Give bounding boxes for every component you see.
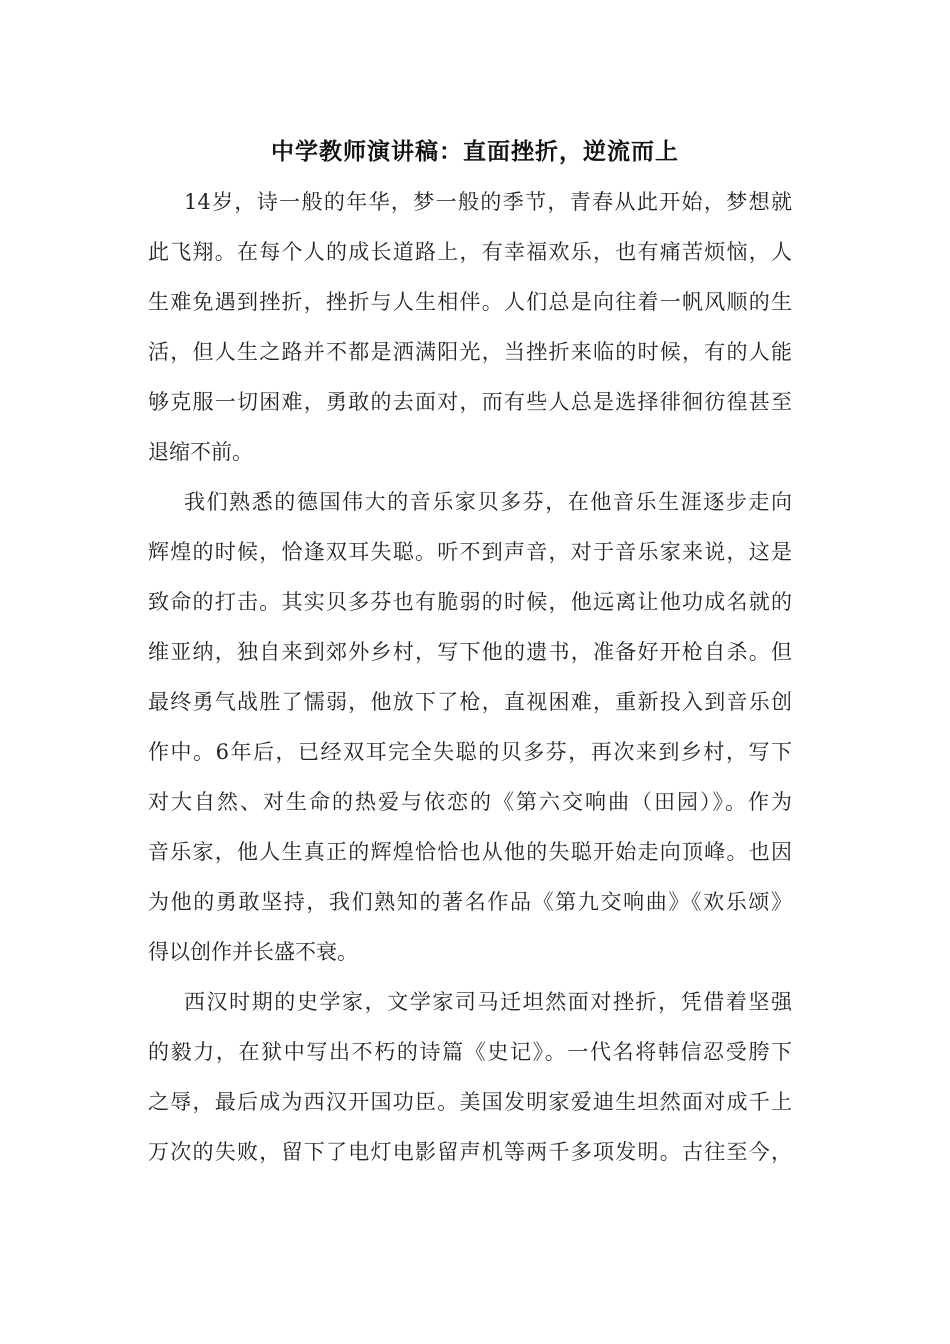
text-line: 作中。6年后，已经双耳完全失聪的贝多芬，再次来到乡村，写下 bbox=[148, 740, 792, 764]
text-line: 得以创作并长盛不衰。 bbox=[148, 940, 358, 964]
text-line: 辉煌的时候，恰逢双耳失聪。听不到声音，对于音乐家来说，这是 bbox=[148, 540, 792, 564]
text-line: 活，但人生之路并不都是洒满阳光，当挫折来临的时候，有的人能 bbox=[148, 340, 792, 364]
text-line: 音乐家，他人生真正的辉煌恰恰也从他的失聪开始走向顶峰。也因 bbox=[148, 840, 792, 864]
text-line: 为他的勇敢坚持，我们熟知的著名作品《第九交响曲》《欢乐颂》 bbox=[148, 890, 792, 914]
paragraph-2 bbox=[148, 477, 792, 977]
paragraph-3 bbox=[148, 977, 792, 1177]
text-line: 最终勇气战胜了懦弱，他放下了枪，直视困难，重新投入到音乐创 bbox=[148, 690, 792, 714]
text-line: 退缩不前。 bbox=[148, 440, 253, 464]
text-line: 生难免遇到挫折，挫折与人生相伴。人们总是向往着一帆风顺的生 bbox=[148, 290, 792, 314]
text-line: 维亚纳，独自来到郊外乡村，写下他的遗书，准备好开枪自杀。但 bbox=[148, 640, 792, 664]
text-line: 致命的打击。其实贝多芬也有脆弱的时候，他远离让他功成名就的 bbox=[148, 590, 792, 614]
text-line: 此飞翔。在每个人的成长道路上，有幸福欢乐，也有痛苦烦恼，人 bbox=[148, 240, 792, 264]
paragraph-1 bbox=[148, 177, 792, 477]
text-line: 够克服一切困难，勇敢的去面对，而有些人总是选择徘徊彷徨甚至 bbox=[148, 390, 792, 414]
text-line: 对大自然、对生命的热爱与依恋的《第六交响曲（田园）》。作为 bbox=[148, 790, 792, 814]
text-line: 14岁，诗一般的年华，梦一般的季节，青春从此开始，梦想就 bbox=[184, 190, 792, 214]
text-line: 万次的失败，留下了电灯电影留声机等两千多项发明。古往至今， bbox=[148, 1140, 792, 1164]
text-line: 的毅力，在狱中写出不朽的诗篇《史记》。一代名将韩信忍受胯下 bbox=[148, 1040, 792, 1064]
text-line: 西汉时期的史学家，文学家司马迁坦然面对挫折，凭借着坚强 bbox=[184, 990, 792, 1014]
document-title: 中学教师演讲稿：直面挫折，逆流而上 bbox=[271, 138, 679, 165]
text-line: 我们熟悉的德国伟大的音乐家贝多芬，在他音乐生涯逐步走向 bbox=[184, 490, 792, 514]
text-line: 之辱，最后成为西汉开国功臣。美国发明家爱迪生坦然面对成千上 bbox=[148, 1090, 792, 1114]
